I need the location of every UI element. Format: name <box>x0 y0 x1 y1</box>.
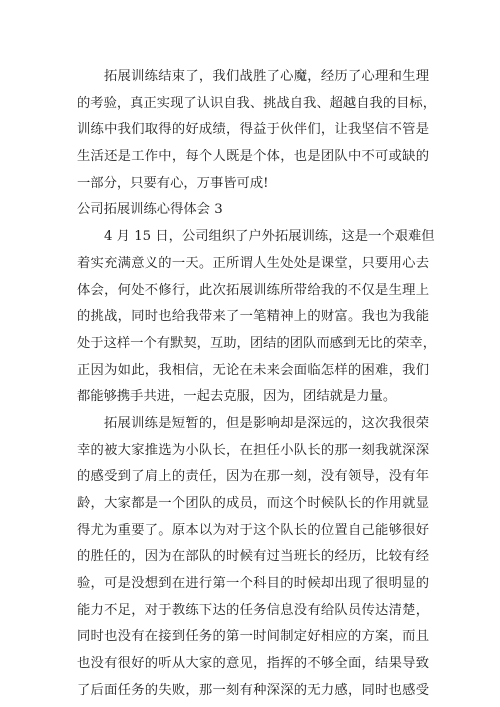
text-line: 体会，何处不修行，此次拓展训练所带给我的不仅是生理上 <box>77 282 429 298</box>
text-line: 都能够携手共进，一起去克服，因为，团结就是力量。 <box>77 389 397 405</box>
text-line: 的胜任的，因为在部队的时候有过当班长的经历，比较有经 <box>77 549 429 565</box>
section-heading: 公司拓展训练心得体会 3 <box>77 202 223 218</box>
text-line: 龄，大家都是一个团队的成员，而这个时候队长的作用就显 <box>77 496 429 511</box>
text-line: 得尤为重要了。原本以为对于这个队长的位置自己能够很好 <box>77 522 429 538</box>
text-line: 训练中我们取得的好成绩，得益于伙伴们，让我坚信不管是 <box>77 122 429 138</box>
text-line: 拓展训练结束了，我们战胜了心魔，经历了心理和生理 <box>104 69 429 84</box>
text-line: 能力不足，对于教练下达的任务信息没有给队员传达清楚， <box>77 602 429 618</box>
text-line: 处于这样一个有默契，互助，团结的团队而感到无比的荣幸， <box>77 335 437 351</box>
text-line: 4 月 15 日，公司组织了户外拓展训练，这是一个艰难但 <box>104 229 435 245</box>
document-body <box>77 64 437 705</box>
text-line: 验，可是没想到在进行第一个科目的时候却出现了很明显的 <box>77 576 429 592</box>
text-line: 也没有很好的听从大家的意见，指挥的不够全面，结果导致 <box>77 656 429 672</box>
text-line: 着实充满意义的一天。正所谓人生处处是课堂，只要用心去 <box>77 255 429 271</box>
text-line: 一部分，只要有心，万事皆可成! <box>77 175 269 191</box>
text-line: 的挑战，同时也给我带来了一笔精神上的财富。我也为我能 <box>77 309 429 325</box>
text-line: 幸的被大家推选为小队长，在担任小队长的那一刻我就深深 <box>77 442 429 458</box>
paragraph-3 <box>77 411 429 705</box>
text-line: 正因为如此，我相信，无论在未来会面临怎样的困难，我们 <box>77 362 429 378</box>
text-line: 的考验，真正实现了认识自我、挑战自我、超越自我的目标， <box>77 95 437 111</box>
text-line: 同时也没有在接到任务的第一时间制定好相应的方案，而且 <box>77 629 429 645</box>
text-line: 的感受到了肩上的责任，因为在那一刻，没有领导，没有年 <box>77 469 429 485</box>
text-line: 拓展训练是短暂的，但是影响却是深远的，这次我很荣 <box>104 415 429 431</box>
text-line: 生活还是工作中，每个人既是个体，也是团队中不可或缺的 <box>77 149 429 165</box>
paragraph-1 <box>77 64 437 197</box>
text-line: 了后面任务的失败，那一刻有种深深的无力感，同时也感受 <box>77 682 429 698</box>
paragraph-2 <box>77 224 437 411</box>
